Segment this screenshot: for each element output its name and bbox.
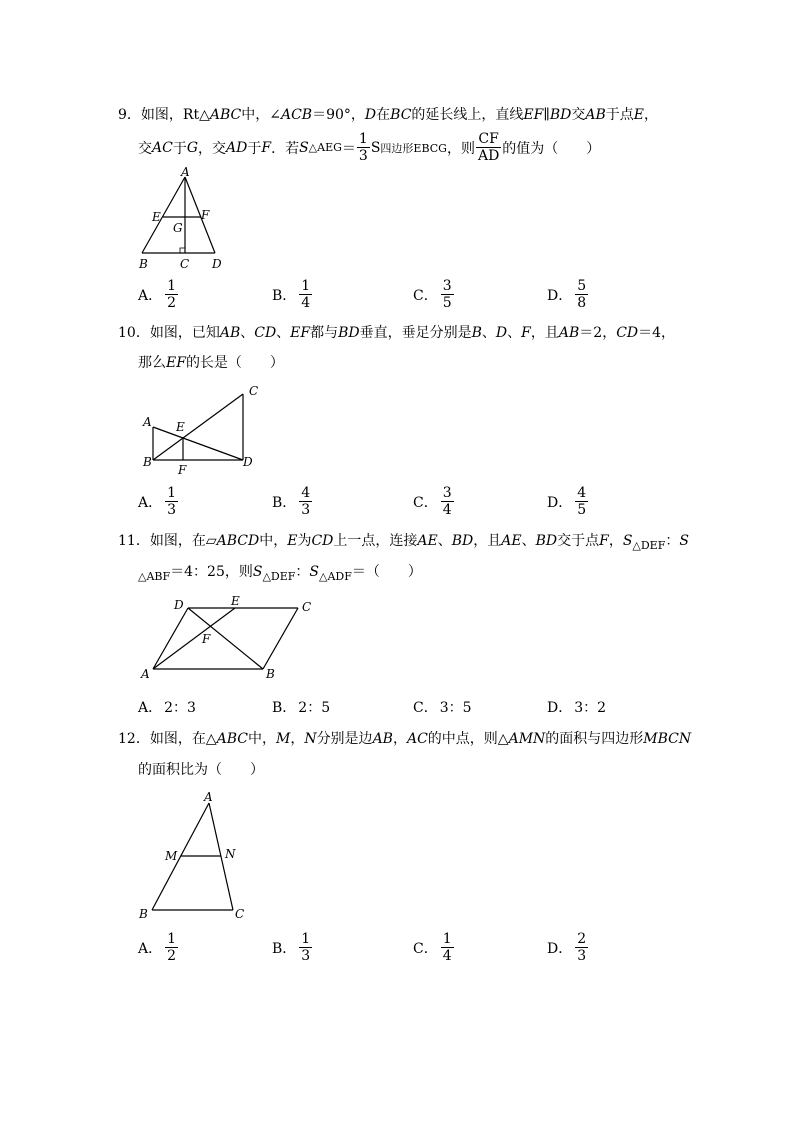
q9-fraction <box>357 132 370 163</box>
q11-text: ＝4：25，则 <box>170 564 253 580</box>
q9-option-d[interactable] <box>547 279 589 310</box>
option-letter: A． <box>138 494 163 511</box>
q10-text: 、 <box>276 325 291 341</box>
q9-text: ．若 <box>271 140 300 157</box>
q9-var: AC <box>152 139 173 156</box>
q11-segment-bc <box>263 608 298 669</box>
q10-option-a[interactable] <box>138 486 179 517</box>
q10-label-f: F <box>178 463 187 477</box>
q9-label-d: D <box>212 257 222 271</box>
q10-segment-ad <box>153 427 243 460</box>
q11-line1 <box>118 530 689 552</box>
fraction-numerator: CF <box>478 131 499 147</box>
q11-text: 、 <box>437 533 452 549</box>
fraction-denominator: 3 <box>577 948 587 964</box>
q12-var: AB <box>372 731 393 747</box>
q12-text: ， <box>290 731 305 747</box>
q9-text: ＝ <box>341 140 356 157</box>
option-text: 2：3 <box>164 700 196 716</box>
q12-text: ， <box>392 731 407 747</box>
q9-text: 中，∠ <box>241 107 281 123</box>
q10-var: D <box>495 325 508 341</box>
option-fraction <box>575 486 588 517</box>
fraction-numerator: 1 <box>167 485 177 501</box>
q11-label-e: E <box>231 594 240 608</box>
fraction-numerator: 1 <box>301 931 311 947</box>
q11-option-d[interactable] <box>547 697 606 717</box>
q9-text: 交 <box>138 140 152 157</box>
q9-area-subscript: △AEG <box>308 141 342 154</box>
option-fraction <box>299 932 312 963</box>
q9-text: 在 <box>376 107 391 123</box>
q9-var: ABC <box>209 107 242 123</box>
q9-var: G <box>186 139 199 156</box>
q11-segment-ad <box>153 608 188 669</box>
q11-var: E <box>287 533 298 549</box>
q9-area-subscript: 四边形EBCG <box>380 141 447 155</box>
option-fraction <box>575 279 588 310</box>
q11-area-subscript: △DEF <box>632 538 666 552</box>
option-letter: C． <box>413 700 438 716</box>
q11-area-symbol: S <box>679 533 689 549</box>
fraction-numerator: 3 <box>442 485 452 501</box>
q12-option-d[interactable] <box>547 932 589 963</box>
option-letter: C． <box>413 940 438 957</box>
q11-text: ： <box>665 533 680 549</box>
option-fraction <box>299 486 312 517</box>
q11-label-a: A <box>141 667 150 681</box>
fraction-numerator: 3 <box>442 278 452 294</box>
q9-text: ∥ <box>543 107 550 123</box>
fraction-numerator: 4 <box>301 485 311 501</box>
q10-figure <box>138 380 268 480</box>
fraction-denominator: 5 <box>442 295 452 311</box>
q12-var: N <box>304 731 317 747</box>
q10-label-b: B <box>143 455 152 469</box>
option-letter: C． <box>413 494 438 511</box>
q9-option-b[interactable] <box>272 279 313 310</box>
q10-option-d[interactable] <box>547 486 589 517</box>
q10-var: EF <box>166 355 186 371</box>
fraction-numerator: 1 <box>167 931 177 947</box>
fraction-denominator: AD <box>477 148 500 164</box>
q10-label-a: A <box>143 415 152 429</box>
q9-segment-ad <box>185 177 215 253</box>
q10-var: EF <box>290 325 311 341</box>
option-fraction <box>441 279 454 310</box>
q9-label-e: E <box>152 210 161 224</box>
q10-text: 、 <box>507 325 522 341</box>
option-fraction <box>575 932 588 963</box>
option-letter: B． <box>272 940 297 957</box>
q12-text: 分别是边 <box>316 731 373 747</box>
q9-var: EF <box>523 107 544 123</box>
q11-var: AE <box>417 533 438 549</box>
q11-text: 上一点，连接 <box>333 533 418 549</box>
fraction-numerator: 5 <box>577 278 587 294</box>
q9-var: BD <box>549 107 572 123</box>
q11-text: 交于点 <box>557 533 600 549</box>
q11-area-symbol: S <box>622 533 633 549</box>
q11-text: ， <box>608 533 623 549</box>
q10-label-c: C <box>249 384 259 398</box>
q9-var: D <box>364 107 377 123</box>
fraction-denominator: 5 <box>577 502 587 518</box>
q12-text: 12．如图，在△ <box>118 731 217 747</box>
q10-var: AB <box>558 325 580 341</box>
q10-text: 都与 <box>310 325 339 341</box>
q12-label-b: B <box>139 907 148 921</box>
q11-var: BD <box>451 533 474 549</box>
q12-figure <box>135 788 255 923</box>
q11-figure <box>135 590 325 685</box>
q10-text: 那么 <box>138 355 166 371</box>
q11-var: CD <box>311 533 334 549</box>
q9-var: E <box>633 107 644 123</box>
q9-label-g: G <box>173 221 183 235</box>
option-letter: D． <box>547 287 573 304</box>
fraction-denominator: 2 <box>167 948 177 964</box>
q11-label-c: C <box>302 600 312 614</box>
q9-label-a: A <box>181 165 190 179</box>
option-fraction <box>165 486 178 517</box>
q9-line2 <box>138 132 600 163</box>
q9-text: ，交 <box>198 140 227 157</box>
q10-text: 垂直，垂足分别是 <box>359 325 472 341</box>
q11-text: 11．如图，在▱ <box>118 533 217 549</box>
fraction-denominator: 4 <box>442 502 452 518</box>
q9-text: 的延长线上，直线 <box>411 107 524 123</box>
q9-text: 的值为（ ） <box>502 140 601 157</box>
option-fraction <box>165 932 178 963</box>
option-letter: D． <box>547 494 573 511</box>
option-letter: A． <box>138 940 163 957</box>
q9-label-b: B <box>139 257 148 271</box>
q11-label-b: B <box>266 667 275 681</box>
q11-text: ，且 <box>473 533 502 549</box>
q10-option-c[interactable] <box>413 486 455 517</box>
q9-var: BC <box>390 107 412 123</box>
fraction-numerator: 4 <box>577 485 587 501</box>
q9-text: 于点 <box>605 107 634 123</box>
q10-var: F <box>521 325 531 341</box>
q12-text: 的面积比为（ ） <box>138 762 264 778</box>
fraction-denominator: 8 <box>577 295 587 311</box>
fraction-numerator: 1 <box>358 131 368 147</box>
q12-var: AC <box>406 731 428 747</box>
q9-var: ACB <box>280 107 313 123</box>
q12-label-c: C <box>235 907 245 921</box>
option-letter: B． <box>272 287 297 304</box>
q12-var: MBCN <box>643 731 692 747</box>
q12-var: M <box>275 731 291 747</box>
fraction-denominator: 4 <box>301 295 311 311</box>
q11-area-symbol: S <box>252 564 263 580</box>
q12-label-a: A <box>204 790 213 804</box>
q9-text: 于 <box>172 140 187 157</box>
q9-ratio-fraction <box>476 132 501 163</box>
q9-var: AB <box>585 107 606 123</box>
fraction-numerator: 1 <box>442 931 452 947</box>
q12-label-m: M <box>165 849 178 863</box>
q10-text: ＝4， <box>638 325 676 341</box>
q11-label-f: F <box>202 632 211 646</box>
q12-var: ABC <box>216 731 248 747</box>
q9-text: ，则 <box>446 140 475 157</box>
option-text: 2：5 <box>298 700 331 716</box>
q11-var: ABCD <box>216 533 260 549</box>
q11-option-a[interactable] <box>138 697 196 717</box>
q10-text: 、 <box>240 325 255 341</box>
q9-label-c: C <box>180 257 190 271</box>
q11-var: BD <box>535 533 558 549</box>
q9-text: 交 <box>571 107 586 123</box>
q9-line1 <box>118 104 658 124</box>
q9-option-c[interactable] <box>413 279 455 310</box>
q12-option-c[interactable] <box>413 932 455 963</box>
q11-label-d: D <box>174 598 184 612</box>
q10-text: ＝2， <box>579 325 617 341</box>
q10-line2 <box>138 352 284 372</box>
q10-var: AB <box>219 325 241 341</box>
q11-line2 <box>138 561 422 583</box>
q10-var: BD <box>338 325 360 341</box>
q10-text: ，且 <box>530 325 559 341</box>
q12-label-n: N <box>225 847 236 861</box>
fraction-denominator: 4 <box>442 948 452 964</box>
q9-area-symbol: S <box>299 139 309 156</box>
fraction-numerator: 1 <box>167 278 177 294</box>
q9-var: F <box>261 139 272 156</box>
q12-var: AMN <box>508 731 546 747</box>
q9-figure <box>135 165 235 275</box>
q11-var: AE <box>501 533 522 549</box>
q11-area-subscript: △ABF <box>138 569 171 583</box>
q9-area-symbol: S <box>370 139 381 156</box>
option-text: 3：2 <box>574 700 607 716</box>
q11-text: 为 <box>297 533 312 549</box>
option-letter: C． <box>413 287 438 304</box>
q12-option-b[interactable] <box>272 932 313 963</box>
q12-line2 <box>138 759 264 779</box>
fraction-numerator: 1 <box>301 278 311 294</box>
q9-segment-ab <box>142 177 185 253</box>
q11-text: 中， <box>259 533 288 549</box>
fraction-denominator: 3 <box>358 148 368 164</box>
q12-text: 的面积与四边形 <box>545 731 644 747</box>
q9-text: ＝90°， <box>312 107 365 123</box>
q11-option-b[interactable] <box>272 697 330 717</box>
q9-label-f: F <box>201 208 210 222</box>
option-fraction <box>299 279 312 310</box>
q10-text: 、 <box>481 325 496 341</box>
q12-text: 中， <box>247 731 276 747</box>
q12-option-a[interactable] <box>138 932 179 963</box>
q11-area-subscript: △ADF <box>319 569 352 583</box>
q11-text: ： <box>295 564 310 580</box>
q9-text: ， <box>643 107 658 123</box>
q9-text: 9．如图，Rt△ <box>118 107 210 123</box>
fraction-numerator: 2 <box>577 931 587 947</box>
q10-text: 10．如图，已知 <box>118 325 220 341</box>
option-letter: A． <box>138 700 163 716</box>
q9-option-a[interactable] <box>138 279 179 310</box>
option-letter: B． <box>272 700 297 716</box>
option-fraction <box>441 486 454 517</box>
fraction-denominator: 3 <box>167 502 177 518</box>
q10-label-e: E <box>176 420 185 434</box>
option-letter: A． <box>138 287 163 304</box>
q11-text: ＝（ ） <box>351 564 422 580</box>
q9-var: AD <box>226 139 248 156</box>
q11-text: 、 <box>521 533 536 549</box>
option-letter: B． <box>272 494 297 511</box>
q11-segment-ae <box>153 608 235 669</box>
fraction-denominator: 3 <box>301 502 311 518</box>
q9-text: 于 <box>247 140 262 157</box>
q10-var: CD <box>254 325 277 341</box>
q12-line1 <box>118 728 691 748</box>
q10-option-b[interactable] <box>272 486 313 517</box>
q9-right-angle-mark <box>180 248 185 253</box>
q10-text: 的长是（ ） <box>185 355 284 371</box>
option-fraction <box>165 279 178 310</box>
fraction-denominator: 2 <box>167 295 177 311</box>
q11-var: F <box>599 533 609 549</box>
option-text: 3：5 <box>439 700 472 716</box>
q11-option-c[interactable] <box>413 697 472 717</box>
q10-var: B <box>471 325 482 341</box>
option-fraction <box>441 932 454 963</box>
q12-text: 的中点，则△ <box>427 731 509 747</box>
q10-var: CD <box>616 325 639 341</box>
q10-line1 <box>118 322 675 342</box>
q11-segment-bd <box>188 608 263 669</box>
q10-label-d: D <box>243 455 253 469</box>
q11-area-symbol: S <box>309 564 319 580</box>
fraction-denominator: 3 <box>301 948 311 964</box>
option-letter: D． <box>547 940 573 957</box>
q11-area-subscript: △DEF <box>262 569 296 583</box>
q10-segment-bc <box>153 394 243 460</box>
option-letter: D． <box>547 700 573 716</box>
